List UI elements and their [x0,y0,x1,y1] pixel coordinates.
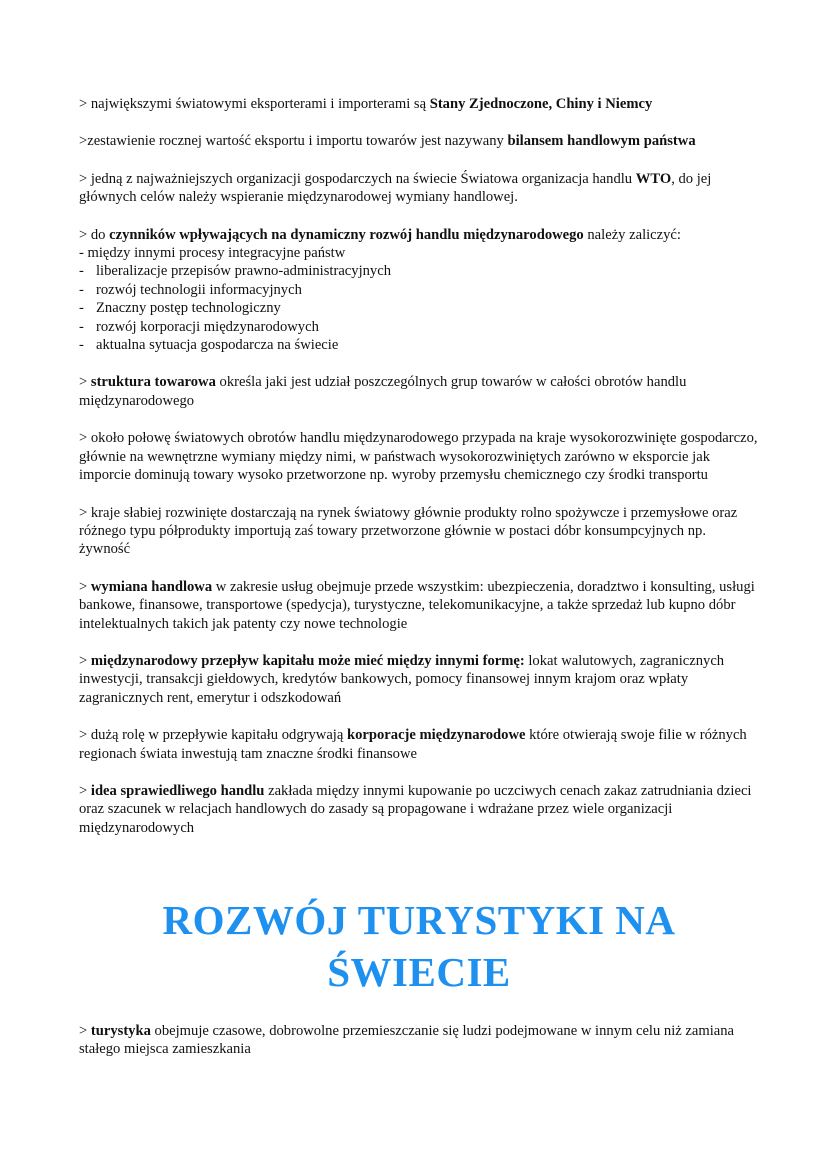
list-item: - rozwój korporacji międzynarodowych [79,318,759,336]
bold-phrase: korporacje międzynarodowe [346,727,526,744]
paragraph-text: > jedną z najważniejszych organizacji gospodarczych na świecie Światowa organizacja handlu [79,170,636,187]
paragraph-text: >zestawienie rocznej wartość eksportu i importu towarów jest nazywany [79,133,508,150]
paragraph-capital-flow [79,652,759,707]
paragraph-text: należy zaliczyć: [583,226,681,243]
paragraph-top-traders [79,95,759,113]
paragraph-trade-factors [79,226,759,355]
bold-phrase: turystyka [90,1022,151,1039]
paragraph-developed-countries: > około połowę światowych obrotów handlu międzynarodowego przypada na kraje wysokorozwinięte gospodarczo, głównie na wewnętrzne wymiany między nimi, w państwach wysokorozwiniętych zarówno w eksporcie jak imporcie dominują towary wysoko przetworzone np. wyroby przemysłu chemicznego czy środki transportu [79,430,758,484]
paragraph-text: > dużą rolę w przepływie kapitału odgrywają [79,727,347,744]
factors-list [79,262,759,354]
paragraph-text: > [79,374,91,391]
bold-phrase: bilansem handlowym państwa [507,133,696,150]
list-item: - Znaczny postęp technologiczny [79,299,759,317]
paragraph-text: > [79,1022,91,1039]
bold-phrase: międzynarodowy przepływ kapitału może mieć między innymi formę: [90,652,525,669]
factors-intro [79,226,759,244]
heading-line-1: ROZWÓJ TURYSTYKI NA [162,897,676,943]
list-item: - liberalizacje przepisów prawno-administracyjnych [79,262,759,280]
paragraph-text: > [79,782,91,799]
paragraph-corporations [79,726,759,763]
paragraph-text: obejmuje czasowe, dobrowolne przemieszczanie się ludzi podejmowane w innym celu niż zamiana stałego miejsca zamieszkania [79,1022,735,1057]
paragraph-text: > [79,652,91,669]
bold-phrase: Stany Zjednoczone, Chiny i Niemcy [429,96,653,112]
bold-phrase: idea sprawiedliwego handlu [90,782,265,799]
section-heading [79,894,759,998]
paragraph-developing-countries: > kraje słabiej rozwinięte dostarczają na rynek światowy głównie produkty rolno spożywcze i przemysłowe oraz różnego typu półprodukty importują zaś towary przetworzone głównie w postaci dóbr konsumpcyjnych np. żywność [79,504,738,558]
bold-phrase: WTO [635,170,672,187]
bold-phrase: czynników wpływających na dynamiczny rozwój handlu międzynarodowego [109,226,584,243]
paragraph-text: > do [79,226,110,243]
bold-phrase: struktura towarowa [90,374,216,391]
paragraph-wto [79,170,759,207]
paragraph-text: , do jej głównych celów należy wspieranie międzynarodowej wymiany handlowej. [79,170,712,206]
heading-line-2: ŚWIECIE [327,949,511,995]
paragraph-text: określa jaki jest udział poszczególnych grup towarów w całości obrotów handlu międzynarodowego [79,374,687,409]
paragraph-services-trade [79,578,759,633]
paragraph-fair-trade [79,782,759,837]
factors-first-item: - między innymi procesy integracyjne państw [79,245,346,262]
paragraph-text: które otwierają swoje filie w różnych regionach świata inwestują tam znaczne środki finansowe [79,727,747,762]
paragraph-text: lokat walutowych, zagranicznych inwestycji, transakcji giełdowych, kredytów bankowych, pomocy finansowej innym krajom oraz wpłaty zagranicznych rent, emerytur i odszkodowań [79,652,725,706]
paragraph-text: > [79,578,91,595]
list-item: - aktualna sytuacja gospodarcza na świecie [79,336,759,354]
paragraph-text: zakłada między innymi kupowanie po uczciwych cenach zakaz zatrudniania dzieci oraz szacunek w relacjach handlowych do zasady są propagowane i wdrażane przez wiele organizacji międzynarodowych [79,782,752,836]
paragraph-tourism-definition [79,1022,759,1059]
paragraph-text: w zakresie usług obejmuje przede wszystkim: ubezpieczenia, doradztwo i konsulting, usługi bankowe, finansowe, transportowe (spedycja), turystyczne, telekomunikacyjne, a także sprzedaż lub kupno dóbr intelektualnych takich jak patenty czy nowe technologie [79,578,755,632]
paragraph-text: > największymi światowymi eksporterami i importerami są [79,96,430,112]
bold-phrase: wymiana handlowa [90,578,213,595]
list-item: - rozwój technologii informacyjnych [79,281,759,299]
notes-body [79,95,759,856]
paragraph-commodity-structure [79,373,759,410]
paragraph-trade-balance [79,132,759,150]
